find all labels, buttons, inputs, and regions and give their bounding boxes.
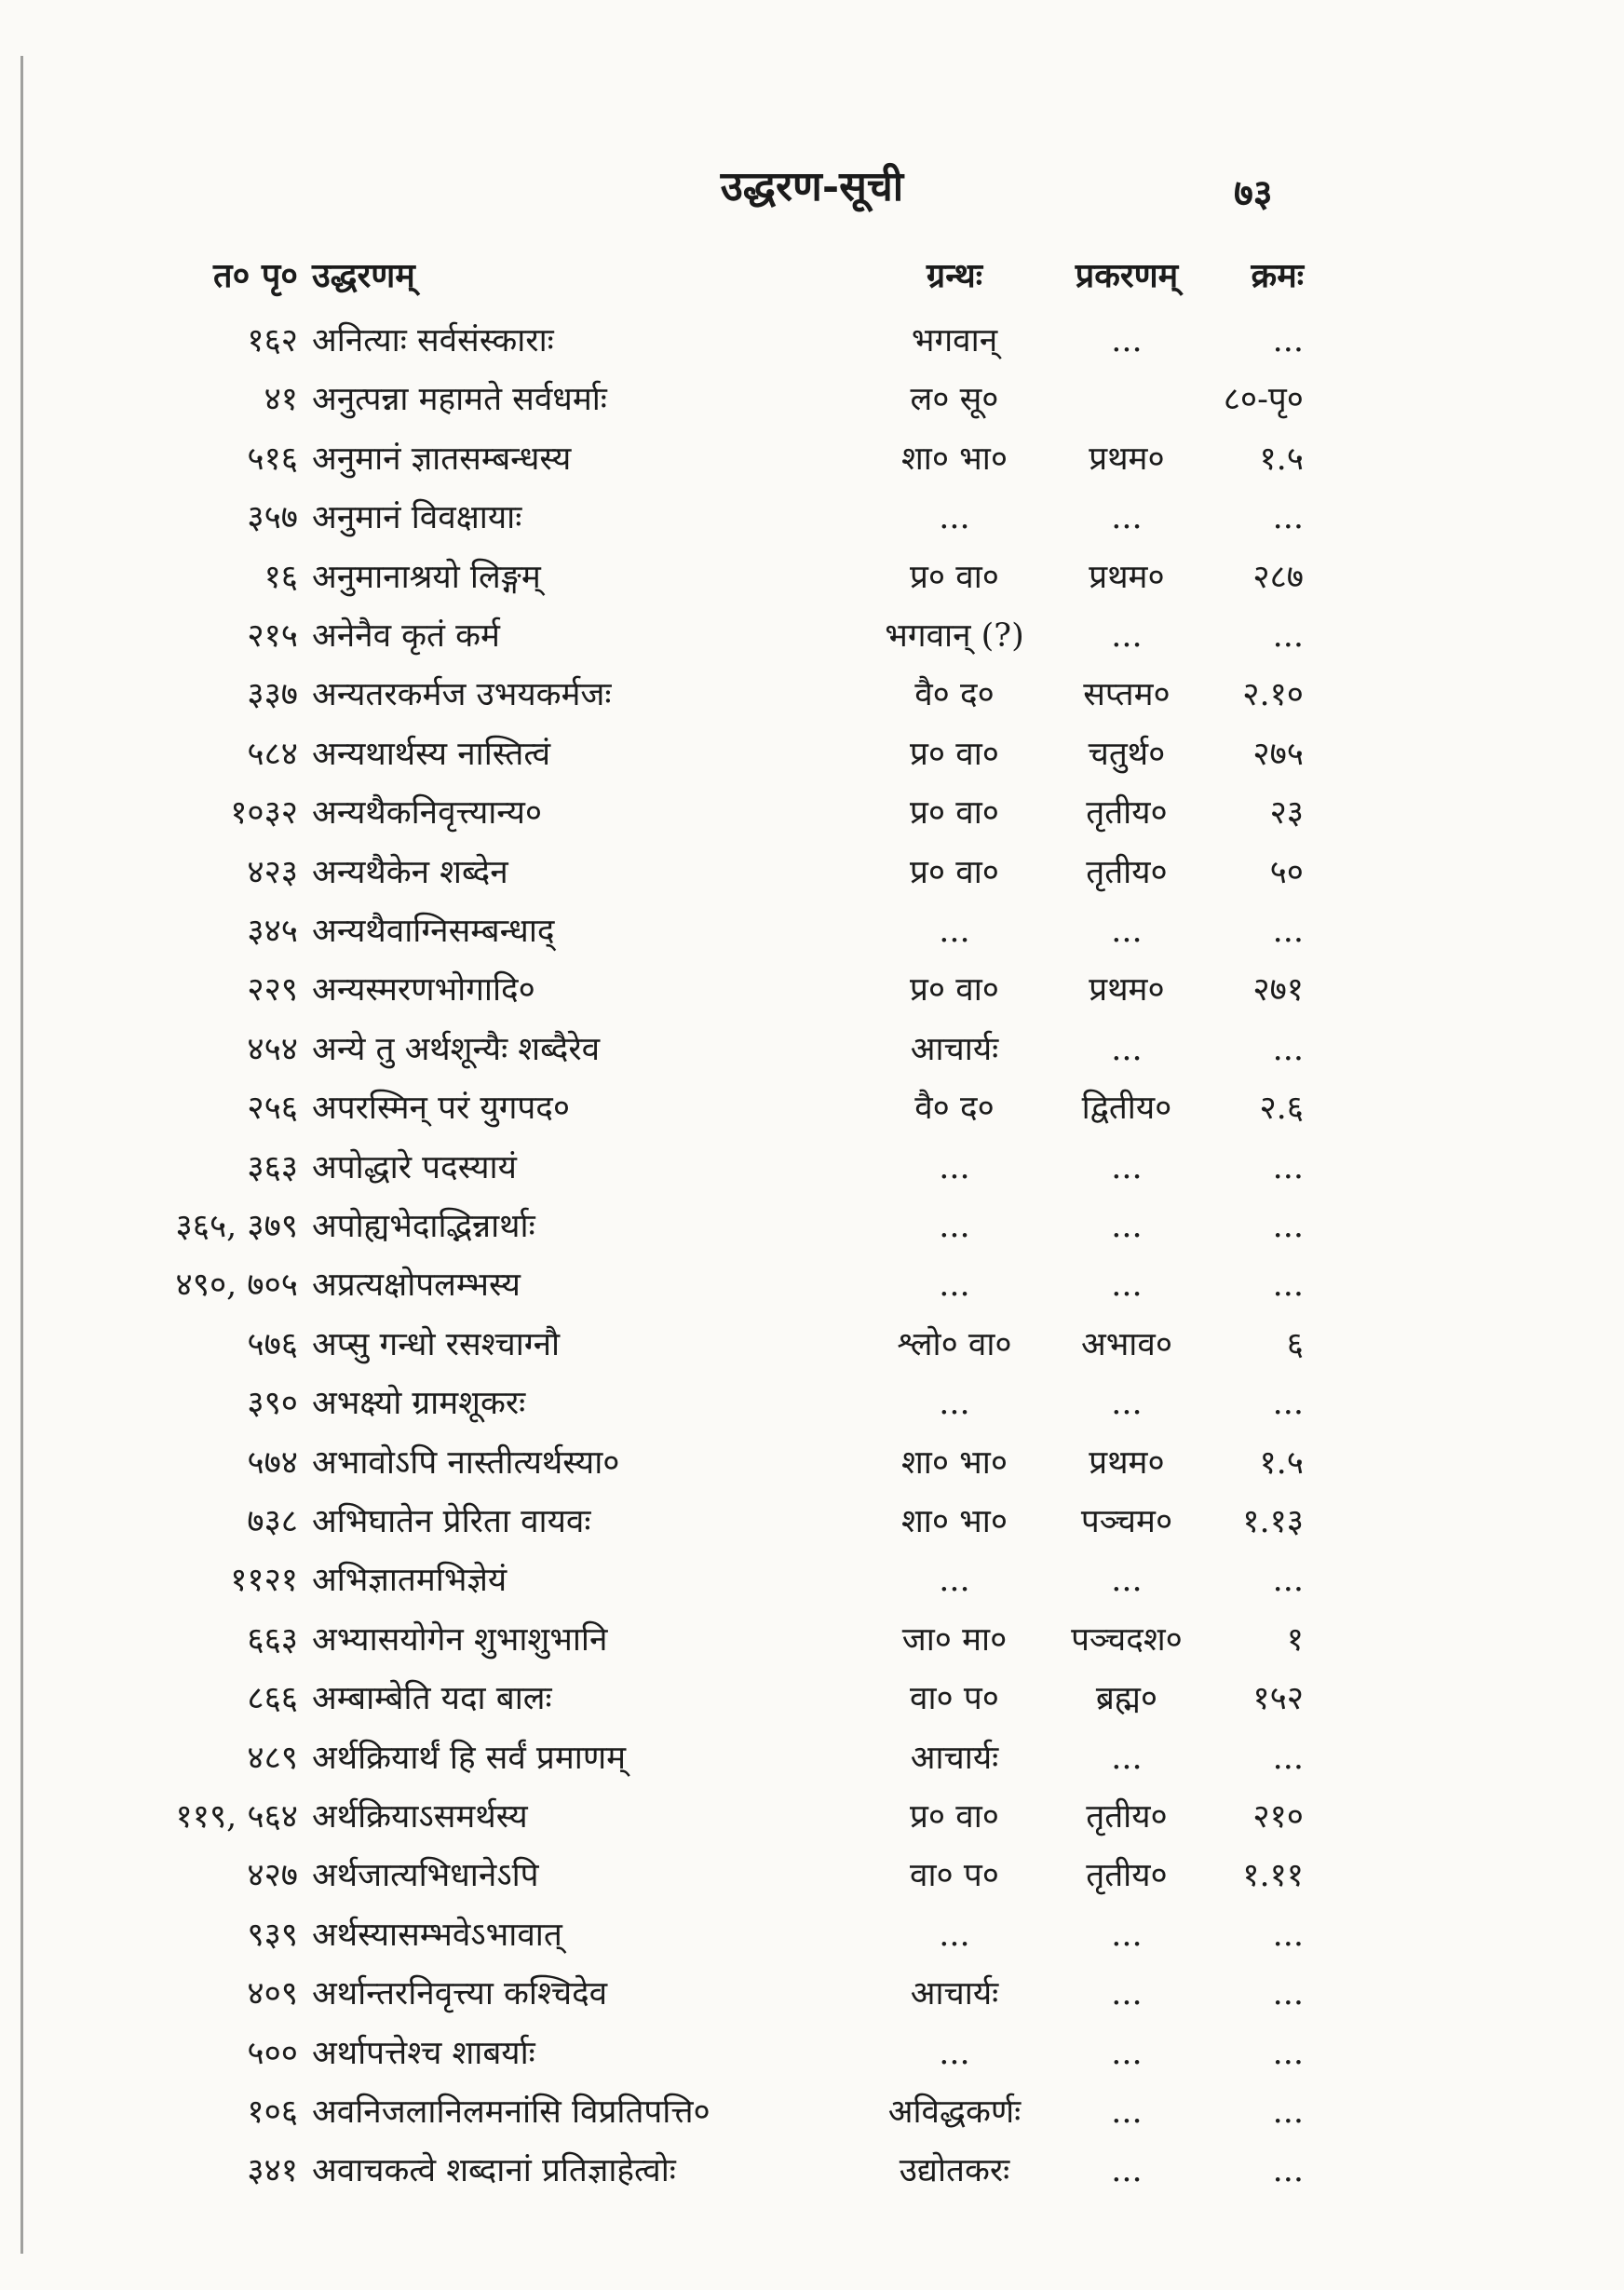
- row-quote: अन्यतरकर्मज उभयकर्मजः: [312, 676, 612, 714]
- row-number: ५०: [1269, 853, 1304, 891]
- row-page-ref: ५७६: [247, 1325, 298, 1363]
- row-quote: अन्यथैकनिवृत्त्यान्य०: [312, 794, 543, 833]
- column-header-page: त० पृ०: [213, 256, 298, 295]
- table-row: [0, 1614, 1624, 1666]
- row-chapter: तृतीय०: [1086, 1798, 1168, 1836]
- row-page-ref: ४८९: [247, 1739, 298, 1777]
- row-quote: अर्थक्रियार्थं हि सर्वं प्रमाणम्: [312, 1739, 627, 1777]
- row-chapter: प्रथम०: [1089, 1443, 1165, 1482]
- row-book: वा० प०: [910, 1680, 999, 1718]
- row-quote: अपोह्यभेदाद्भिन्नार्थाः: [312, 1208, 535, 1245]
- row-quote: अनुमानाश्रयो लिङ्गम्: [312, 558, 541, 596]
- row-chapter: ...: [1111, 617, 1143, 655]
- row-book: ...: [939, 1562, 970, 1600]
- row-chapter: चतुर्थ०: [1088, 735, 1166, 773]
- row-chapter: ...: [1111, 322, 1143, 359]
- row-page-ref: ३९०: [247, 1385, 298, 1423]
- row-number: ८०-पृ०: [1223, 381, 1304, 419]
- row-quote: अभ्यासयोगेन शुभाशुभानि: [312, 1620, 608, 1659]
- row-number: २.६: [1259, 1090, 1304, 1128]
- row-chapter: ...: [1111, 1030, 1143, 1068]
- table-row: [0, 1673, 1624, 1725]
- row-chapter: ...: [1111, 1267, 1143, 1305]
- row-quote: अनित्याः सर्वसंस्काराः: [312, 322, 554, 359]
- row-quote: अभिज्ञातमभिज्ञेयं: [312, 1562, 508, 1600]
- row-number: १.५: [1259, 1443, 1304, 1482]
- table-row: [0, 1909, 1624, 1961]
- row-page-ref: ४२३: [247, 853, 298, 891]
- row-number: २.१०: [1242, 676, 1304, 714]
- row-number: ...: [1272, 1739, 1304, 1777]
- table-row: [0, 551, 1624, 603]
- table-row: [0, 2145, 1624, 2197]
- row-chapter: ...: [1111, 1739, 1143, 1777]
- row-number: ...: [1272, 2094, 1304, 2131]
- table-row: [0, 610, 1624, 662]
- row-book: ...: [939, 913, 970, 950]
- row-book: प्र० वा०: [910, 971, 999, 1009]
- row-book: वा० प०: [910, 1857, 999, 1895]
- table-row: [0, 1259, 1624, 1311]
- row-book: प्र० वा०: [910, 735, 999, 773]
- row-page-ref: ३५७: [247, 499, 298, 537]
- row-quote: अर्थस्यासम्भवेऽभावात्: [312, 1916, 562, 1954]
- row-quote: अर्थान्तरनिवृत्त्या कश्चिदेव: [312, 1975, 608, 2013]
- row-quote: अन्यथैकेन शब्देन: [312, 853, 508, 891]
- row-book: भगवान् (?): [885, 617, 1024, 655]
- row-book: ...: [939, 1916, 970, 1954]
- row-quote: अपरस्मिन् परं युगपद०: [312, 1090, 571, 1128]
- table-row: [0, 787, 1624, 839]
- row-chapter: ...: [1111, 1916, 1143, 1954]
- row-number: ...: [1272, 1267, 1304, 1305]
- row-book: वै० द०: [914, 676, 995, 714]
- row-number: १५२: [1252, 1680, 1304, 1718]
- row-chapter: ...: [1111, 2094, 1143, 2131]
- row-page-ref: ४५४: [247, 1030, 298, 1068]
- row-number: ...: [1272, 499, 1304, 537]
- row-book: ल० सू०: [910, 381, 999, 419]
- table-row: [0, 373, 1624, 426]
- row-chapter: द्वितीय०: [1081, 1090, 1172, 1128]
- row-page-ref: ६६३: [247, 1620, 298, 1659]
- row-number: २३: [1269, 794, 1304, 833]
- row-number: २८७: [1252, 558, 1304, 596]
- table-row: [0, 2027, 1624, 2080]
- row-page-ref: १०६: [247, 2094, 298, 2131]
- table-row: [0, 2086, 1624, 2138]
- row-quote: अन्यस्मरणभोगादि०: [312, 971, 535, 1009]
- row-quote: अनुत्पन्ना महामते सर्वधर्माः: [312, 381, 607, 419]
- row-page-ref: ५००: [247, 2034, 298, 2072]
- table-row: [0, 964, 1624, 1016]
- row-quote: अनुमानं ज्ञातसम्बन्धस्य: [312, 440, 572, 478]
- table-row: [0, 905, 1624, 957]
- table-row: [0, 1968, 1624, 2020]
- row-page-ref: १०३२: [230, 794, 298, 833]
- row-page-ref: ५७४: [247, 1443, 298, 1482]
- row-page-ref: २१५: [247, 617, 298, 655]
- table-row: [0, 1023, 1624, 1076]
- page-title: उद्धरण-सूची: [720, 163, 904, 210]
- row-book: प्र० वा०: [910, 853, 999, 891]
- table-row: [0, 1377, 1624, 1430]
- row-book: ...: [939, 1267, 970, 1305]
- row-page-ref: ८६६: [247, 1680, 298, 1718]
- row-quote: अप्सु गन्धो रसश्चाग्नौ: [312, 1325, 561, 1363]
- row-page-ref: ४२७: [247, 1857, 298, 1895]
- row-page-ref: ४९०, ७०५: [175, 1267, 298, 1305]
- row-page-ref: ३३७: [247, 676, 298, 714]
- table-row: [0, 1732, 1624, 1784]
- row-quote: अन्यथैवाग्निसम्बन्धाद्: [312, 913, 555, 950]
- table-row: [0, 1554, 1624, 1606]
- column-header-book: ग्रन्थः: [926, 256, 983, 295]
- row-quote: अभावोऽपि नास्तीत्यर्थस्या०: [312, 1443, 620, 1482]
- row-chapter: ...: [1111, 1208, 1143, 1245]
- table-row: [0, 728, 1624, 780]
- row-chapter: सप्तम०: [1083, 676, 1171, 714]
- table-row: [0, 1082, 1624, 1134]
- row-quote: अनुमानं विवक्षायाः: [312, 499, 522, 537]
- row-number: ...: [1272, 1208, 1304, 1245]
- row-chapter: ब्रह्म०: [1095, 1680, 1158, 1718]
- row-chapter: ...: [1111, 1385, 1143, 1423]
- row-page-ref: ३६५, ३७९: [175, 1208, 298, 1245]
- row-number: ...: [1272, 2034, 1304, 2072]
- row-number: १.११: [1242, 1857, 1304, 1895]
- row-number: २७१: [1252, 971, 1304, 1009]
- row-number: ...: [1272, 322, 1304, 359]
- row-number: ...: [1272, 1562, 1304, 1600]
- row-book: वै० द०: [914, 1090, 995, 1128]
- row-chapter: ...: [1111, 499, 1143, 537]
- table-row: [0, 1437, 1624, 1489]
- row-chapter: पञ्चदश०: [1071, 1620, 1183, 1659]
- table-row: [0, 1142, 1624, 1194]
- row-page-ref: ५१६: [247, 440, 298, 478]
- row-quote: अपोद्धारे पदस्यायं: [312, 1148, 517, 1186]
- row-book: प्र० वा०: [910, 558, 999, 596]
- row-book: ...: [939, 1148, 970, 1186]
- row-number: ...: [1272, 913, 1304, 950]
- row-book: ...: [939, 1385, 970, 1423]
- row-number: ...: [1272, 2152, 1304, 2190]
- row-page-ref: २२९: [247, 971, 298, 1009]
- row-chapter: प्रथम०: [1089, 971, 1165, 1009]
- row-page-ref: ९३९: [247, 1916, 298, 1954]
- row-number: १.१३: [1242, 1503, 1304, 1540]
- row-page-ref: ३४५: [247, 913, 298, 950]
- row-page-ref: ३४१: [247, 2152, 298, 2190]
- row-quote: अभक्ष्यो ग्रामशूकरः: [312, 1385, 526, 1423]
- row-book: शा० भा०: [900, 1503, 1008, 1540]
- table-row: [0, 1791, 1624, 1843]
- row-book: प्र० वा०: [910, 1798, 999, 1836]
- row-page-ref: ४१: [264, 381, 298, 419]
- row-book: शा० भा०: [900, 1443, 1008, 1482]
- row-book: जा० मा०: [901, 1620, 1008, 1659]
- row-chapter: ...: [1111, 2152, 1143, 2190]
- column-header-chapter: प्रकरणम्: [1075, 256, 1179, 295]
- table-row: [0, 1319, 1624, 1371]
- row-chapter: प्रथम०: [1089, 440, 1165, 478]
- row-book: ...: [939, 1208, 970, 1245]
- table-row: [0, 1850, 1624, 1902]
- row-chapter: ...: [1111, 2034, 1143, 2072]
- row-book: अविद्धकर्णः: [887, 2094, 1022, 2131]
- row-quote: अभिघातेन प्रेरिता वायवः: [312, 1503, 591, 1540]
- row-book: आचार्यः: [910, 1975, 999, 2013]
- row-quote: अन्यथार्थस्य नास्तित्वं: [312, 735, 551, 773]
- row-page-ref: ७३८: [247, 1503, 298, 1540]
- row-number: ६: [1286, 1325, 1304, 1363]
- row-number: १.५: [1259, 440, 1304, 478]
- row-quote: अर्थजात्यभिधानेऽपि: [312, 1857, 539, 1895]
- row-quote: अनेनैव कृतं कर्म: [312, 617, 500, 655]
- row-quote: अम्बाम्बेति यदा बालः: [312, 1680, 552, 1718]
- row-number: ...: [1272, 1385, 1304, 1423]
- row-number: १: [1286, 1620, 1304, 1659]
- row-number: ...: [1272, 1030, 1304, 1068]
- table-row: [0, 669, 1624, 721]
- table-row: [0, 315, 1624, 367]
- page-number: ७३: [1234, 171, 1273, 215]
- row-book: आचार्यः: [910, 1739, 999, 1777]
- row-quote: अर्थक्रियाऽसमर्थस्य: [312, 1798, 528, 1836]
- row-page-ref: ५८४: [247, 735, 298, 773]
- row-book: श्लो० वा०: [897, 1325, 1012, 1363]
- row-book: ...: [939, 2034, 970, 2072]
- row-book: शा० भा०: [900, 440, 1008, 478]
- row-page-ref: २५६: [247, 1090, 298, 1128]
- row-page-ref: १६२: [247, 322, 298, 359]
- row-chapter: तृतीय०: [1086, 794, 1168, 833]
- row-chapter: प्रथम०: [1089, 558, 1165, 596]
- row-chapter: पञ्चम०: [1080, 1503, 1173, 1540]
- row-page-ref: ११२१: [230, 1562, 298, 1600]
- row-book: प्र० वा०: [910, 794, 999, 833]
- row-quote: अप्रत्यक्षोपलम्भस्य: [312, 1267, 521, 1305]
- row-page-ref: १६: [264, 558, 298, 596]
- row-chapter: तृतीय०: [1086, 1857, 1168, 1895]
- row-page-ref: ३६३: [247, 1148, 298, 1186]
- column-header-number: क्रमः: [1251, 256, 1304, 295]
- row-chapter: ...: [1111, 1148, 1143, 1186]
- table-row: [0, 492, 1624, 544]
- row-book: भगवान्: [911, 322, 998, 359]
- row-chapter: तृतीय०: [1086, 853, 1168, 891]
- row-chapter: ...: [1111, 1562, 1143, 1600]
- row-number: २१०: [1252, 1798, 1304, 1836]
- row-number: ...: [1272, 1975, 1304, 2013]
- row-book: आचार्यः: [910, 1030, 999, 1068]
- row-page-ref: ११९, ५६४: [175, 1798, 298, 1836]
- table-header-row: [0, 250, 1624, 302]
- row-page-ref: ४०९: [247, 1975, 298, 2013]
- row-chapter: अभाव०: [1080, 1325, 1173, 1363]
- table-row: [0, 1200, 1624, 1253]
- row-chapter: ...: [1111, 1975, 1143, 2013]
- table-row: [0, 1496, 1624, 1548]
- row-number: ...: [1272, 617, 1304, 655]
- row-book: ...: [939, 499, 970, 537]
- row-quote: अवाचकत्वे शब्दानां प्रतिज्ञाहेत्वोः: [312, 2152, 676, 2190]
- row-quote: अन्ये तु अर्थशून्यैः शब्दैरेव: [312, 1030, 601, 1068]
- table-row: [0, 847, 1624, 899]
- row-quote: अवनिजलानिलमनांसि विप्रतिपत्ति०: [312, 2094, 710, 2131]
- column-header-quote: उद्धरणम्: [312, 256, 415, 295]
- row-number: २७५: [1252, 735, 1304, 773]
- row-chapter: ...: [1111, 913, 1143, 950]
- table-row: [0, 433, 1624, 485]
- row-book: उद्योतकरः: [899, 2152, 1010, 2190]
- row-number: ...: [1272, 1916, 1304, 1954]
- row-number: ...: [1272, 1148, 1304, 1186]
- row-quote: अर्थापत्तेश्च शाबर्याः: [312, 2034, 535, 2072]
